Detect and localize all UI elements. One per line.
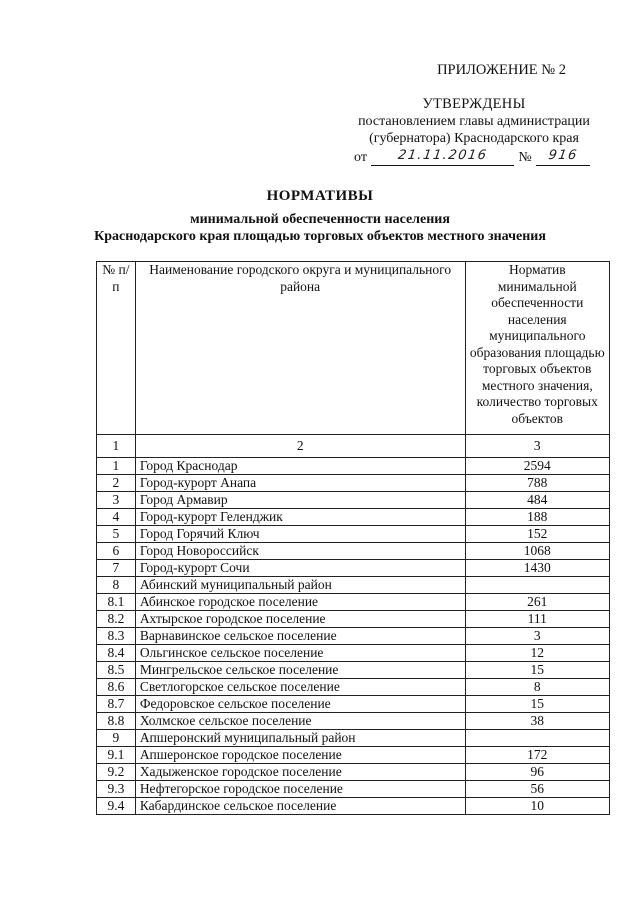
table-row: [97, 747, 610, 764]
header-norm: Норматив минимальной обеспеченности населения муниципального образования площадью торговых объектов местного значения, количество торговых объектов: [465, 262, 609, 435]
row-value: 152: [465, 526, 609, 543]
row-name: Федоровское сельское поселение: [135, 696, 465, 713]
row-value: 788: [465, 475, 609, 492]
table-row: [97, 543, 610, 560]
row-name: Ахтырское городское поселение: [135, 611, 465, 628]
row-value: 188: [465, 509, 609, 526]
table-row: [97, 577, 610, 594]
row-name: Абинское городское поселение: [135, 594, 465, 611]
row-value: 172: [465, 747, 609, 764]
appendix-label: ПРИЛОЖЕНИЕ № 2: [437, 62, 566, 78]
row-name: Город Новороссийск: [135, 543, 465, 560]
row-value: [465, 730, 609, 747]
table-row: [97, 662, 610, 679]
decree-line-1: постановлением главы администрации: [358, 114, 590, 129]
row-number: 6: [97, 543, 136, 560]
row-value: 38: [465, 713, 609, 730]
document-title: [0, 188, 640, 245]
row-value: 15: [465, 696, 609, 713]
table-row: [97, 645, 610, 662]
table-row: [97, 798, 610, 815]
row-value: 2594: [465, 458, 609, 475]
row-name: Хадыженское городское поселение: [135, 764, 465, 781]
row-value: 8: [465, 679, 609, 696]
row-name: Город Горячий Ключ: [135, 526, 465, 543]
column-number: 3: [465, 435, 609, 458]
table-row: [97, 713, 610, 730]
row-number: 9.4: [97, 798, 136, 815]
row-name: Кабардинское сельское поселение: [135, 798, 465, 815]
row-value: 10: [465, 798, 609, 815]
row-number: 9.1: [97, 747, 136, 764]
row-number: 9.3: [97, 781, 136, 798]
table-row: [97, 594, 610, 611]
table-row: [97, 679, 610, 696]
table-row: [97, 509, 610, 526]
row-number: 4: [97, 509, 136, 526]
header-name: Наименование городского округа и муниципального района: [135, 262, 465, 435]
column-number-row: [97, 435, 610, 458]
row-name: Ольгинское сельское поселение: [135, 645, 465, 662]
row-value: 1430: [465, 560, 609, 577]
row-name: Мингрельское сельское поселение: [135, 662, 465, 679]
row-name: Абинский муниципальный район: [135, 577, 465, 594]
date-field: [371, 149, 514, 166]
handwritten-date: 21.11.2016: [396, 148, 489, 163]
row-value: 12: [465, 645, 609, 662]
row-value: 261: [465, 594, 609, 611]
approval-block: [354, 62, 594, 166]
date-number-line: [354, 149, 594, 166]
table-row: [97, 475, 610, 492]
row-name: Нефтегорское городское поселение: [135, 781, 465, 798]
table-row: [97, 696, 610, 713]
row-value: 56: [465, 781, 609, 798]
date-prefix: от: [354, 150, 367, 165]
row-value: 1068: [465, 543, 609, 560]
row-name: Варнавинское сельское поселение: [135, 628, 465, 645]
row-name: Город Армавир: [135, 492, 465, 509]
table-row: [97, 781, 610, 798]
title-line-1: минимальной обеспеченности населения: [190, 212, 450, 227]
row-number: 5: [97, 526, 136, 543]
row-value: 111: [465, 611, 609, 628]
title-line-2: Краснодарского края площадью торговых объектов местного значения: [94, 229, 546, 244]
number-prefix: №: [518, 150, 532, 165]
handwritten-number: 916: [547, 148, 579, 163]
row-number: 8.3: [97, 628, 136, 645]
row-number: 3: [97, 492, 136, 509]
title-main: НОРМАТИВЫ: [266, 188, 374, 204]
row-value: [465, 577, 609, 594]
table-row: [97, 764, 610, 781]
approved-label: УТВЕРЖДЕНЫ: [422, 96, 526, 112]
table-row: [97, 560, 610, 577]
table-row: [97, 730, 610, 747]
row-number: 8.6: [97, 679, 136, 696]
row-number: 9: [97, 730, 136, 747]
table-header-row: [97, 262, 610, 435]
row-value: 484: [465, 492, 609, 509]
row-number: 8: [97, 577, 136, 594]
row-number: 8.7: [97, 696, 136, 713]
row-number: 8.8: [97, 713, 136, 730]
row-number: 1: [97, 458, 136, 475]
header-num: № п/п: [97, 262, 136, 435]
row-number: 2: [97, 475, 136, 492]
row-number: 7: [97, 560, 136, 577]
row-name: Город-курорт Анапа: [135, 475, 465, 492]
row-number: 8.1: [97, 594, 136, 611]
table-row: [97, 458, 610, 475]
row-number: 8.4: [97, 645, 136, 662]
number-field: [536, 149, 590, 166]
row-name: Апшеронское городское поселение: [135, 747, 465, 764]
norms-table: [96, 261, 610, 815]
row-name: Светлогорское сельское поселение: [135, 679, 465, 696]
row-number: 9.2: [97, 764, 136, 781]
row-name: Город-курорт Геленджик: [135, 509, 465, 526]
row-name: Холмское сельское поселение: [135, 713, 465, 730]
table-body: [97, 458, 610, 815]
table-row: [97, 611, 610, 628]
column-number: 2: [135, 435, 465, 458]
row-name: Город-курорт Сочи: [135, 560, 465, 577]
row-value: 3: [465, 628, 609, 645]
row-value: 15: [465, 662, 609, 679]
decree-line-2: (губернатора) Краснодарского края: [369, 131, 579, 146]
table-row: [97, 526, 610, 543]
row-value: 96: [465, 764, 609, 781]
row-number: 8.2: [97, 611, 136, 628]
table-row: [97, 628, 610, 645]
column-number: 1: [97, 435, 136, 458]
row-number: 8.5: [97, 662, 136, 679]
row-name: Апшеронский муниципальный район: [135, 730, 465, 747]
table-row: [97, 492, 610, 509]
row-name: Город Краснодар: [135, 458, 465, 475]
